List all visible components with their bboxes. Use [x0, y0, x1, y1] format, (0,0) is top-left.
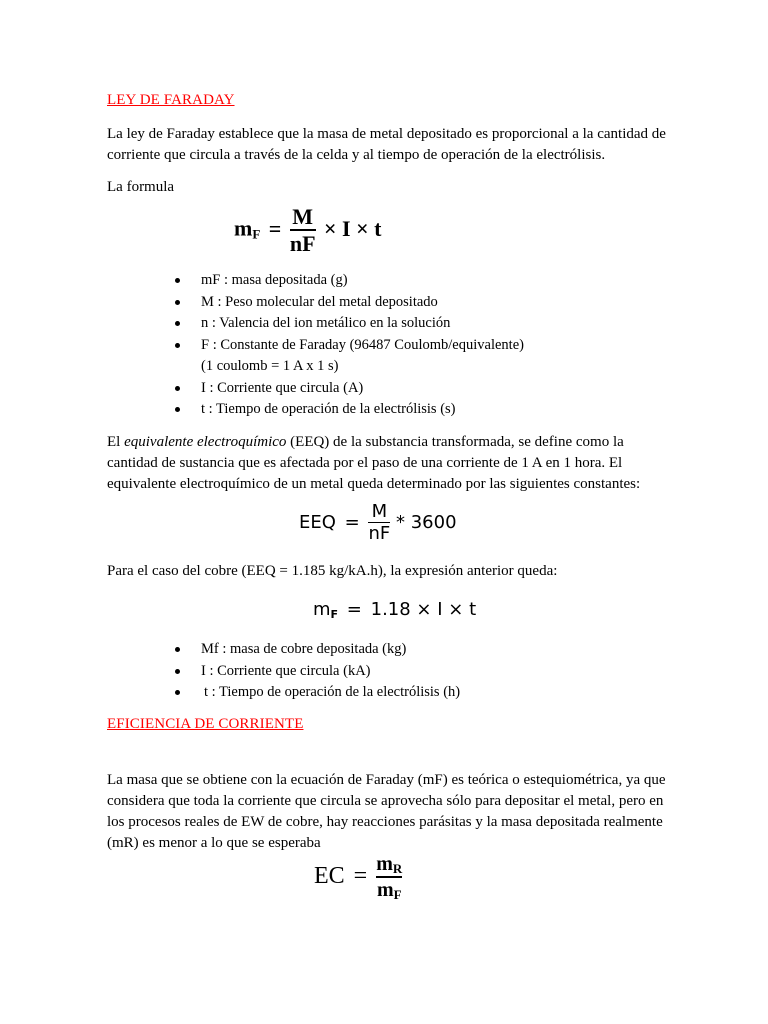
- bullet-icon: [175, 343, 180, 348]
- ec-formula: [314, 854, 402, 901]
- formula-fraction: [376, 854, 402, 901]
- faraday-formula: [234, 206, 384, 255]
- formula-lhs-sub: F: [330, 608, 339, 621]
- formula-fraction: [368, 503, 390, 543]
- list-item: t : Tiempo de operación de la electrólisis (h): [175, 682, 460, 704]
- formula-lhs: m: [234, 215, 253, 241]
- bullet-icon: [175, 386, 180, 391]
- formula-tail: * 3600: [395, 512, 457, 533]
- eficiencia-paragraph: La masa que se obtiene con la ecuación de Faraday (mF) es teórica o estequiométrica, ya que considera que toda la corriente que circula se aprovecha sólo para depositar el metal, pero en los procesos reales de EW de cobre, hay reacciones parásitas y la masa depositada realmente (mR) es menor a lo que se esperaba: [107, 772, 666, 851]
- fraction-denominator: nF: [368, 523, 391, 544]
- copper-paragraph: Para el caso del cobre (EEQ = 1.185 kg/kA.h), la expresión anterior queda:: [107, 563, 558, 579]
- formula-equals: =: [353, 863, 368, 890]
- fraction-denominator: nF: [289, 231, 316, 256]
- bullet-icon: [175, 669, 180, 674]
- bullet-icon: [175, 647, 180, 652]
- fraction-numerator: M: [292, 204, 314, 229]
- formula-lhs-sub: F: [252, 226, 261, 242]
- copper-formula: [313, 599, 476, 621]
- fraction-denominator: $m_F$: [376, 879, 402, 902]
- list-item-note: (1 coulomb = 1 A x 1 s): [201, 358, 339, 374]
- bullet-icon: [175, 278, 180, 283]
- faraday-intro-paragraph: La ley de Faraday establece que la masa de metal depositado es proporcional a la cantidad de corriente que circula a través de la celda y al tiempo de operación de la electrólisis.: [107, 126, 666, 163]
- formula-equals: =: [268, 215, 282, 241]
- faraday-variable-list: [175, 270, 524, 421]
- formula-tail: 1.18 × I × t: [370, 599, 477, 620]
- bullet-icon: [175, 407, 180, 412]
- section-title-ley-de-faraday: LEY DE FARADAY: [107, 92, 235, 108]
- list-item: mF : masa depositada (g): [175, 270, 524, 292]
- bullet-icon: [175, 300, 180, 305]
- formula-equals: =: [346, 599, 362, 620]
- eeq-paragraph: El equivalente electroquímico (EEQ) de la substancia transformada, se define como la cantidad de sustancia que es afectada por el paso de una corriente de 1 A en 1 hora. El equivalente electroquímico de un metal queda determinado por las siguientes constantes:: [107, 434, 641, 492]
- formula-lhs: EEQ: [299, 512, 336, 533]
- fraction-bar: [376, 876, 402, 878]
- list-item: I : Corriente que circula (A): [175, 378, 524, 400]
- list-item: F : Constante de Faraday (96487 Coulomb/equivalente): [175, 335, 524, 357]
- copper-variable-list: [175, 639, 460, 704]
- list-item: Mf : masa de cobre depositada (kg): [175, 639, 460, 661]
- formula-label: La formula: [107, 179, 175, 195]
- formula-lhs: m: [313, 599, 331, 620]
- formula-lhs: EC: [314, 863, 345, 890]
- eeq-formula: [299, 503, 457, 543]
- fraction-numerator: $m_R$: [376, 853, 403, 876]
- formula-fraction: [290, 206, 316, 255]
- list-item: M : Peso molecular del metal depositado: [175, 292, 524, 314]
- section-title-eficiencia: EFICIENCIA DE CORRIENTE: [107, 716, 304, 732]
- bullet-icon: [175, 321, 180, 326]
- fraction-numerator: M: [371, 501, 388, 522]
- eeq-italic-term: equivalente electroquímico: [124, 434, 287, 450]
- list-item: t : Tiempo de operación de la electrólisis (s): [175, 399, 524, 421]
- list-item: I : Corriente que circula (kA): [175, 661, 460, 683]
- formula-tail: × I × t: [324, 215, 382, 241]
- formula-equals: =: [344, 512, 360, 533]
- list-item: n : Valencia del ion metálico en la solución: [175, 313, 524, 335]
- bullet-icon: [175, 690, 180, 695]
